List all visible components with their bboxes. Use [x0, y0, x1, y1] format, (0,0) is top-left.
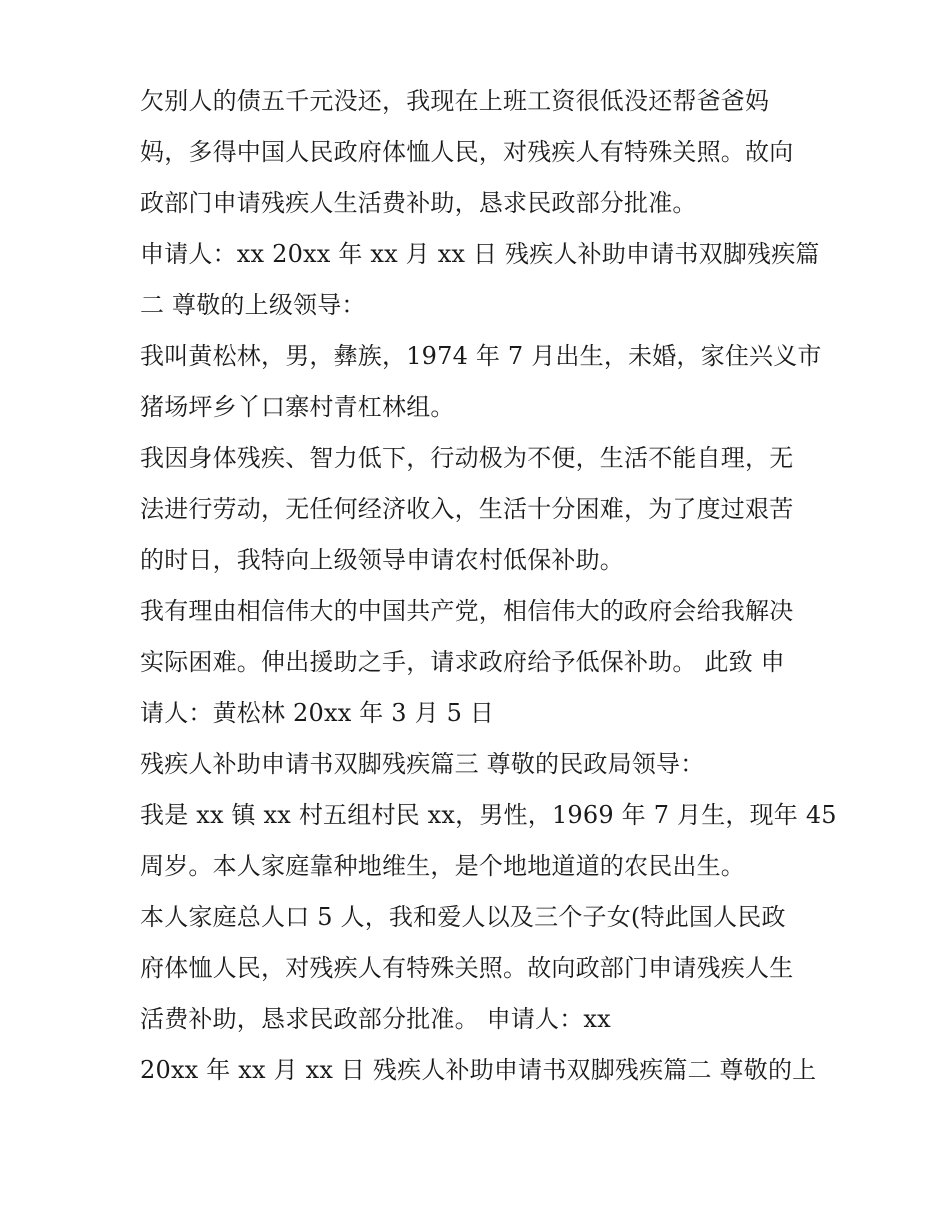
- text-line: 的时日，我特向上级领导申请农村低保补助。: [140, 546, 624, 574]
- text-line: 残疾人补助申请书双脚残疾篇三 尊敬的民政局领导：: [140, 750, 705, 778]
- text-line: 周岁。本人家庭靠种地维生，是个地地道道的农民出生。: [140, 852, 745, 880]
- text-line: 政部门申请残疾人生活费补助，恳求民政部分批准。: [140, 189, 697, 217]
- text-line: 府体恤人民，对残疾人有特殊关照。故向政部门申请残疾人生: [140, 954, 794, 982]
- text-line: 妈，多得中国人民政府体恤人民，对残疾人有特殊关照。故向: [140, 138, 794, 166]
- text-line: 申请人：xx 20xx 年 xx 月 xx 日 残疾人补助申请书双脚残疾篇: [140, 240, 820, 268]
- text-line: 二 尊敬的上级领导：: [140, 291, 366, 319]
- text-line: 欠别人的债五千元没还，我现在上班工资很低没还帮爸爸妈: [140, 87, 770, 115]
- text-line: 我因身体残疾、智力低下，行动极为不便，生活不能自理，无: [140, 444, 794, 472]
- text-line: 请人：黄松林 20xx 年 3 月 5 日: [140, 699, 495, 727]
- text-line: 我是 xx 镇 xx 村五组村民 xx，男性，1969 年 7 月生，现年 45: [140, 801, 837, 829]
- text-line: 20xx 年 xx 月 xx 日 残疾人补助申请书双脚残疾篇二 尊敬的上: [140, 1056, 817, 1084]
- text-line: 法进行劳动，无任何经济收入，生活十分困难，为了度过艰苦: [140, 495, 794, 523]
- text-line: 本人家庭总人口 5 人，我和爱人以及三个子女(特此国人民政: [140, 903, 786, 931]
- text-line: 猪场坪乡丫口寨村青杠林组。: [140, 393, 455, 421]
- document-body: [140, 76, 837, 1096]
- text-line: 实际困难。伸出援助之手，请求政府给予低保补助。 此致 申: [140, 648, 785, 676]
- text-line: 我有理由相信伟大的中国共产党，相信伟大的政府会给我解决: [140, 597, 794, 625]
- text-line: 活费补助，恳求民政部分批准。 申请人：xx: [140, 1005, 611, 1033]
- text-line: 我叫黄松林，男，彝族，1974 年 7 月出生，未婚，家住兴义市: [140, 342, 822, 370]
